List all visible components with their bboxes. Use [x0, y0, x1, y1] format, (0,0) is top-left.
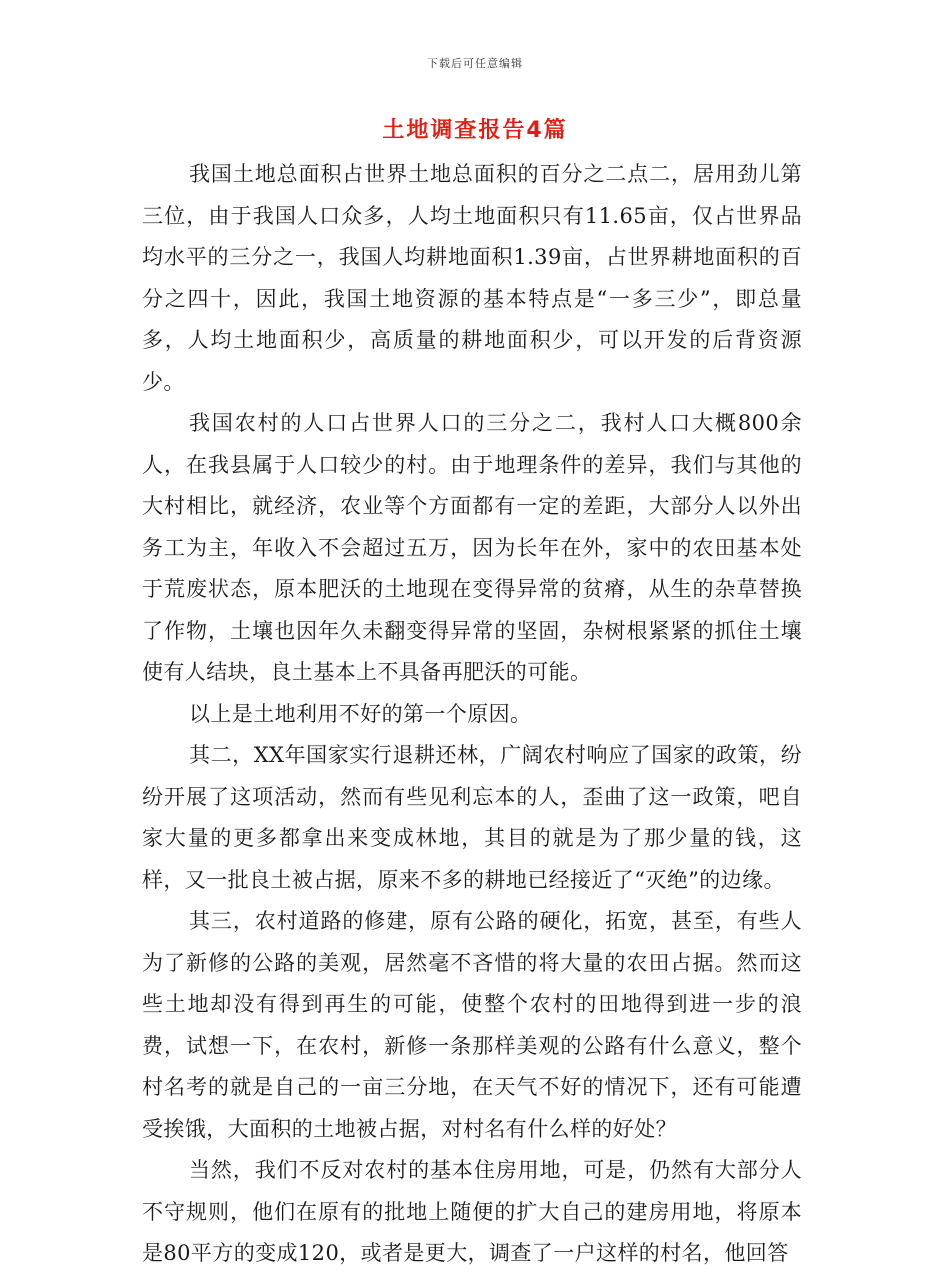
- paragraph: 其二，XX年国家实行退耕还林，广阔农村响应了国家的政策，纷纷开展了这项活动，然而有些见利忘本的人，歪曲了这一政策，吧自家大量的更多都拿出来变成林地，其目的就是为了那少量的钱，这样，又一批良土被占据，原来不多的耕地已经接近了“灭绝”的边缘。: [142, 743, 802, 892]
- paragraph: 我国土地总面积占世界土地总面积的百分之二点二，居用劲儿第三位，由于我国人口众多，人均土地面积只有11.65亩，仅占世界品均水平的三分之一，我国人均耕地面积1.39亩，占世界耕地面积的百分之四十，因此，我国土地资源的基本特点是“一多三少”，即总量多，人均土地面积少，高质量的耕地面积少，可以开发的后背资源少。: [142, 162, 802, 394]
- header-note: 下载后可任意编辑: [427, 57, 523, 70]
- paragraph: 以上是土地利用不好的第一个原因。: [189, 701, 532, 726]
- document-body: [142, 154, 802, 1275]
- paragraph: 我国农村的人口占世界人口的三分之二，我村人口大概800余人，在我县属于人口较少的村。由于地理条件的差异，我们与其他的大村相比，就经济，农业等个方面都有一定的差距，大部分人以外出务工为主，年收入不会超过五万，因为长年在外，家中的农田基本处于荒废状态，原本肥沃的土地现在变得异常的贫瘠，从生的杂草替换了作物，土壤也因年久未翻变得异常的坚固，杂树根紧紧的抓住土壤使有人结块，良土基本上不具备再肥沃的可能。: [142, 411, 802, 684]
- document-title: 土地调查报告4篇: [382, 118, 568, 143]
- paragraph: 其三，农村道路的修建，原有公路的硬化，拓宽，甚至，有些人为了新修的公路的美观，居然毫不吝惜的将大量的农田占据。然而这些土地却没有得到再生的可能，使整个农村的田地得到进一步的浪费，试想一下，在农村，新修一条那样美观的公路有什么意义，整个村名考的就是自己的一亩三分地，在天气不好的情况下，还有可能遭受挨饿，大面积的土地被占据，对村名有什么样的好处？: [142, 909, 802, 1141]
- paragraph: 当然，我们不反对农村的基本住房用地，可是，仍然有大部分人不守规则，他们在原有的批地上随便的扩大自己的建房用地，将原本是80平方的变成120，或者是更大，调查了一户这样的村名，他回答: [142, 1158, 802, 1265]
